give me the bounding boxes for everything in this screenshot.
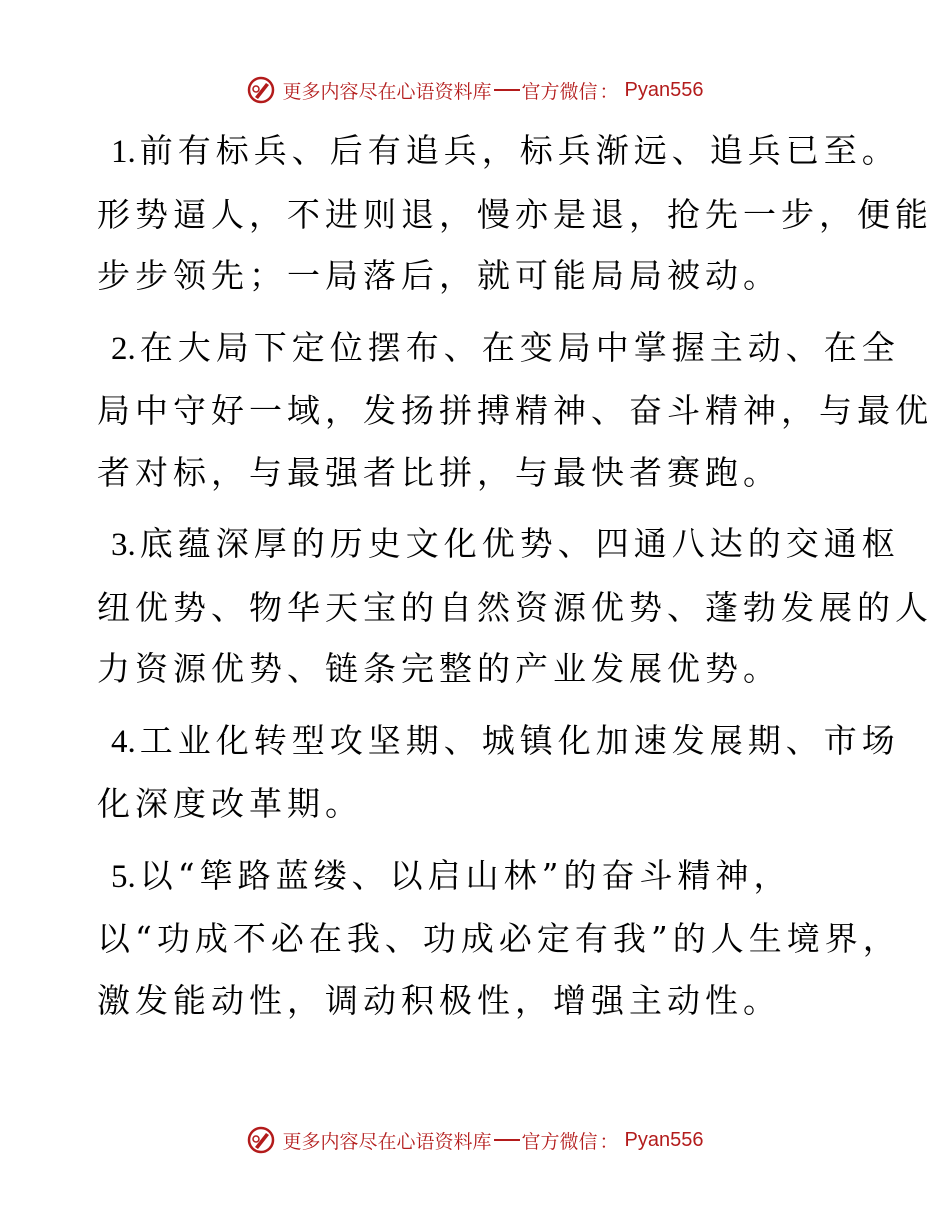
paragraph-text: 前有标兵、后有追兵，标兵渐远、追兵已至。 xyxy=(139,131,900,170)
header-watermark xyxy=(0,73,950,107)
paragraph-1 xyxy=(97,120,933,307)
watermark-dash xyxy=(494,1139,520,1141)
footer-watermark xyxy=(0,1123,950,1157)
paragraph-line: 者对标，与最强者比拼，与最快者赛跑。 xyxy=(97,452,781,492)
paragraph-text: 底蕴深厚的历史文化优势、四通八达的交通枢 xyxy=(139,524,900,563)
pen-seal-icon xyxy=(246,1125,276,1155)
paragraph-line: 局中守好一域，发扬拼搏精神、奋斗精神，与最优 xyxy=(97,391,933,430)
paragraph-text: 以“筚路蓝缕、以启山林”的奋斗精神， xyxy=(139,855,792,895)
paragraph-line: 以“功成不必在我、功成必定有我”的人生境界， xyxy=(97,919,901,958)
paragraph-line: 步步领先；一局落后，就可能局局被动。 xyxy=(97,256,781,295)
watermark-text: 更多内容尽在心语资料库 xyxy=(282,80,492,103)
paragraph-line: 激发能动性，调动积极性，增强主动性。 xyxy=(97,980,781,1020)
paragraph-5 xyxy=(97,845,901,1032)
paragraph-number: 5. xyxy=(111,858,136,895)
paragraph-line: 纽优势、物华天宝的自然资源优势、蓬勃发展的人 xyxy=(97,587,933,627)
paragraph-line: 形势逼人，不进则退，慢亦是退，抢先一步，便能 xyxy=(97,194,933,234)
watermark-wechat-id: Pyan556 xyxy=(624,1128,704,1151)
paragraph-number: 3. xyxy=(111,527,136,563)
paragraph-line: 力资源优势、链条完整的产业发展优势。 xyxy=(97,649,781,688)
watermark-colon: ： xyxy=(599,1130,619,1153)
paragraph-line xyxy=(97,317,900,381)
watermark-label: 官方微信 xyxy=(521,1130,598,1153)
paragraph-number: 4. xyxy=(111,723,136,760)
paragraph-line xyxy=(97,845,857,909)
pen-seal-icon xyxy=(246,75,276,105)
watermark-dash xyxy=(494,89,520,91)
paragraph-2 xyxy=(97,317,933,504)
watermark-wechat-id: Pyan556 xyxy=(624,78,704,101)
watermark-text: 更多内容尽在心语资料库 xyxy=(282,1130,492,1153)
paragraph-line xyxy=(97,120,900,184)
paragraph-line xyxy=(97,513,900,577)
paragraph-text: 工业化转型攻坚期、城镇化加速发展期、市场 xyxy=(139,720,900,760)
paragraph-4 xyxy=(97,710,900,835)
paragraph-line: 化深度改革期。 xyxy=(97,784,363,823)
watermark-colon: ： xyxy=(599,80,619,103)
document-body xyxy=(97,120,933,1041)
paragraph-number: 2. xyxy=(111,330,136,367)
paragraph-3 xyxy=(97,513,933,700)
paragraph-number: 1. xyxy=(111,134,136,170)
paragraph-line xyxy=(97,710,900,774)
paragraph-text: 在大局下定位摆布、在变局中掌握主动、在全 xyxy=(139,327,900,367)
watermark-label: 官方微信 xyxy=(521,80,598,103)
